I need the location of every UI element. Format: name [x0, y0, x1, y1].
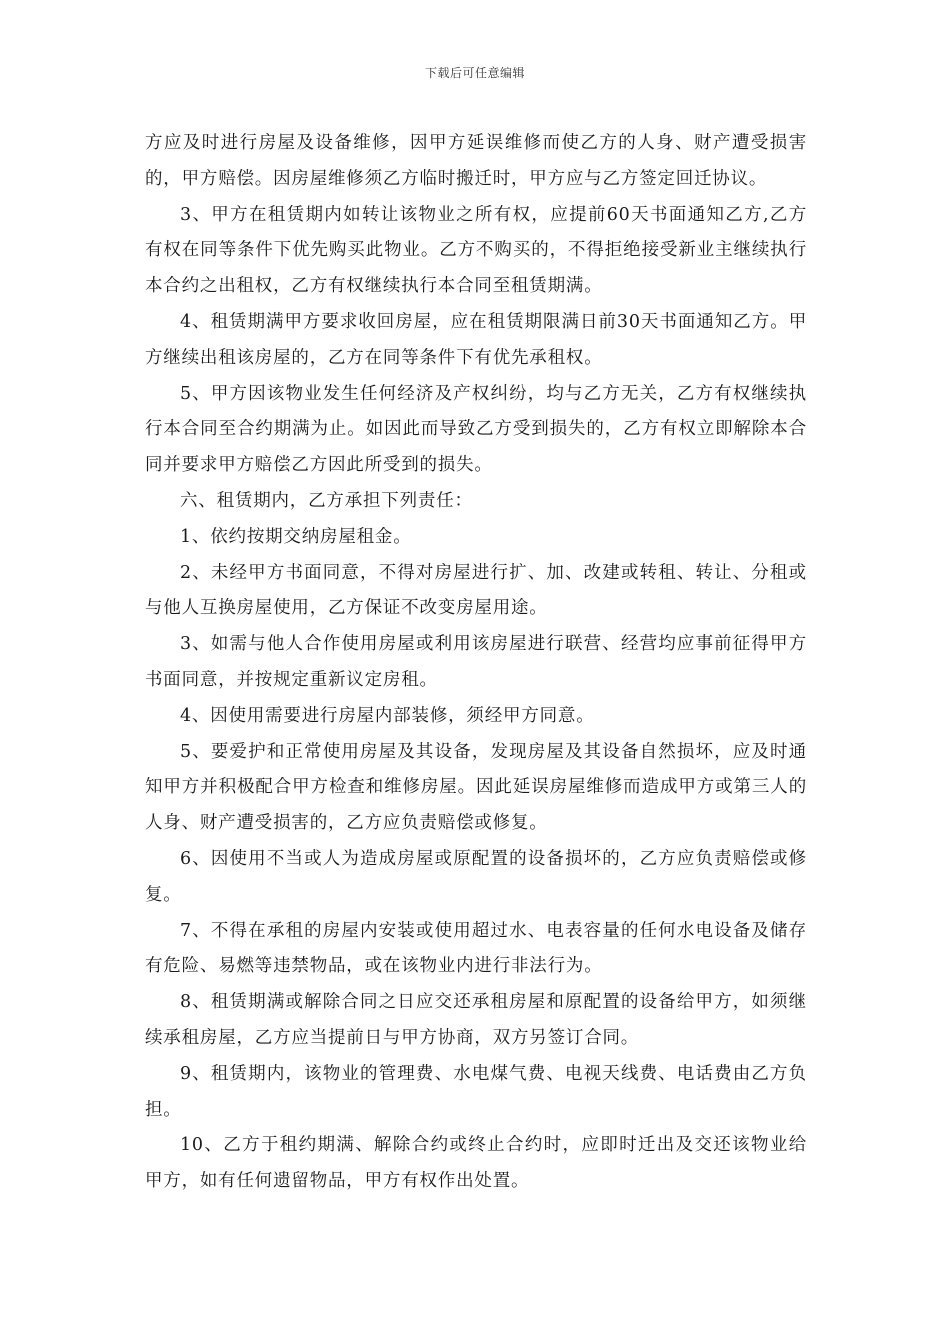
paragraph: 5、甲方因该物业发生任何经济及产权纠纷，均与乙方无关，乙方有权继续执行本合同至合约期满为止。如因此而导致乙方受到损失的，乙方有权立即解除本合同并要求甲方赔偿乙方因此所受到的损失。: [145, 383, 807, 476]
paragraph: 2、未经甲方书面同意，不得对房屋进行扩、加、改建或转租、转让、分租或与他人互换房屋使用，乙方保证不改变房屋用途。: [145, 562, 807, 619]
paragraph: 方应及时进行房屋及设备维修，因甲方延误维修而使乙方的人身、财产遭受损害的，甲方赔偿。因房屋维修须乙方临时搬迁时，甲方应与乙方签定回迁协议。: [145, 133, 807, 189]
paragraph: 10、乙方于租约期满、解除合约或终止合约时，应即时迁出及交还该物业给甲方，如有任何遗留物品，甲方有权作出处置。: [145, 1135, 807, 1192]
section-heading: 六、租赁期内，乙方承担下列责任：: [180, 490, 473, 511]
paragraph: 9、租赁期内，该物业的管理费、水电煤气费、电视天线费、电话费由乙方负担。: [145, 1063, 807, 1120]
paragraph: 3、甲方在租赁期内如转让该物业之所有权，应提前60天书面通知乙方,乙方有权在同等条件下优先购买此物业。乙方不购买的，不得拒绝接受新业主继续执行本合约之出租权，乙方有权继续执行本合同至租赁期满。: [145, 204, 807, 297]
paragraph: 3、如需与他人合作使用房屋或利用该房屋进行联营、经营均应事前征得甲方书面同意，并按规定重新议定房租。: [145, 634, 807, 690]
document-body: [145, 126, 807, 1200]
paragraph: 4、因使用需要进行房屋内部装修，须经甲方同意。: [180, 705, 595, 726]
paragraph: 4、租赁期满甲方要求收回房屋，应在租赁期限满日前30天书面通知乙方。甲方继续出租该房屋的，乙方在同等条件下有优先承租权。: [145, 311, 807, 368]
paragraph: 8、租赁期满或解除合同之日应交还承租房屋和原配置的设备给甲方，如须继续承租房屋，乙方应当提前日与甲方协商，双方另签订合同。: [145, 992, 807, 1048]
page-header: 下载后可任意编辑: [424, 66, 525, 80]
paragraph: 7、不得在承租的房屋内安装或使用超过水、电表容量的任何水电设备及储存有危险、易燃等违禁物品，或在该物业内进行非法行为。: [145, 920, 807, 977]
paragraph: 6、因使用不当或人为造成房屋或原配置的设备损坏的，乙方应负责赔偿或修复。: [145, 848, 807, 905]
paragraph: 1、依约按期交纳房屋租金。: [180, 526, 412, 547]
paragraph: 5、要爱护和正常使用房屋及其设备，发现房屋及其设备自然损坏，应及时通知甲方并积极配合甲方检查和维修房屋。因此延误房屋维修而造成甲方或第三人的人身、财产遭受损害的，乙方应负责赔偿或修复。: [145, 741, 807, 834]
